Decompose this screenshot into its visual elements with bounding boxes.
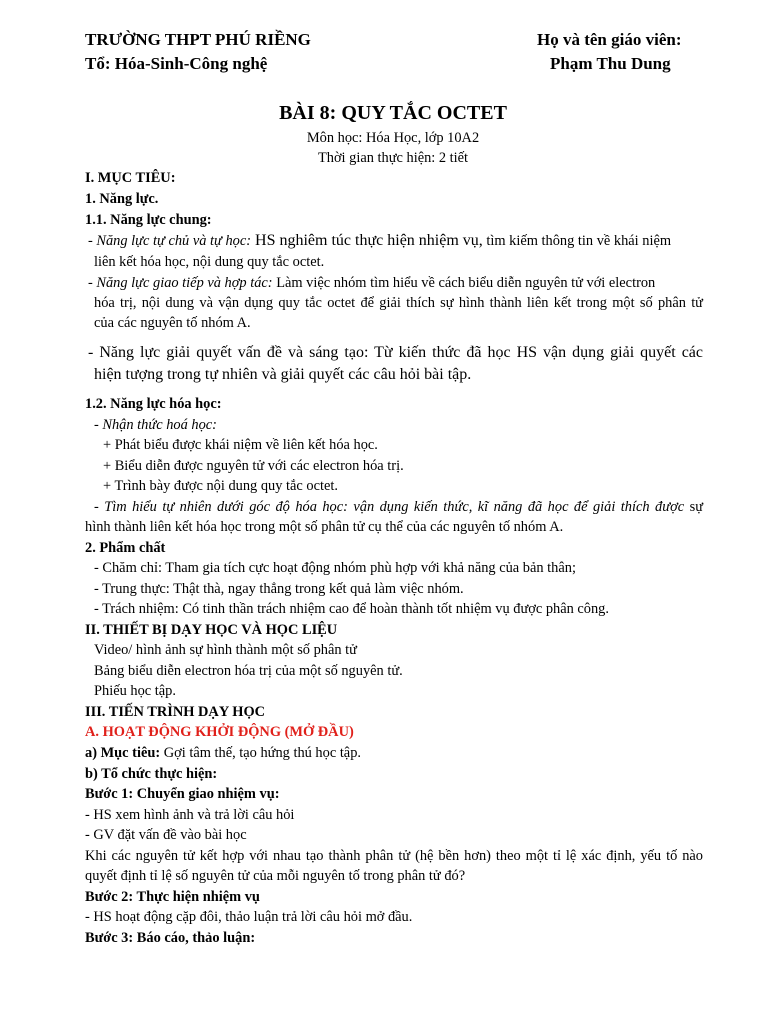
quality-diligence: - Chăm chỉ: Tham gia tích cực hoạt động nhóm phù hợp với khả năng của bản thân; — [94, 560, 576, 576]
activity-goal-text: Gợi tâm thế, tạo hứng thú học tập. — [160, 745, 361, 761]
opening-question-line2: quyết định tỉ lệ số nguyên tử của mỗi nguyên tố trong phân tử đó? — [85, 868, 466, 884]
section-2-heading: II. THIẾT BỊ DẠY HỌC VÀ HỌC LIỆU — [85, 622, 338, 638]
activity-a-heading: A. HOẠT ĐỘNG KHỞI ĐỘNG (MỞ ĐẦU) — [85, 724, 354, 740]
section-1-2-qualities-heading: 2. Phẩm chất — [85, 540, 166, 556]
lesson-title: BÀI 8: QUY TẮC OCTET — [279, 102, 507, 124]
quality-responsibility: - Trách nhiệm: Có tinh thần trách nhiệm cao để hoàn thành tốt nhiệm vụ được phân công. — [94, 601, 609, 617]
step-1-item-2: - GV đặt vấn đề vào bài học — [85, 827, 247, 843]
quality-honesty: - Trung thực: Thật thà, ngay thẳng trong kết quả làm việc nhóm. — [94, 581, 464, 597]
general-competence-2-line3: của các nguyên tố nhóm A. — [94, 315, 251, 331]
nature-exploration — [94, 497, 703, 517]
material-1: Video/ hình ảnh sự hình thành một số phân tử — [94, 642, 357, 658]
step-1-heading: Bước 1: Chuyển giao nhiệm vụ: — [85, 786, 280, 802]
gc2-label: - Năng lực giao tiếp và hợp tác: — [88, 275, 273, 291]
activity-goal — [85, 743, 705, 763]
step-3-heading: Bước 3: Báo cáo, thảo luận: — [85, 930, 256, 946]
nature-exploration-label: - Tìm hiểu tự nhiên dưới góc độ hóa học: vận dụng kiến thức, kĩ năng đã học để giải thích được — [94, 499, 685, 515]
general-competence-3-line1: - Năng lực giải quyết vấn đề và sáng tạo: Từ kiến thức đã học HS vận dụng giải quyết các — [88, 344, 703, 361]
section-1-2-heading: 1.2. Năng lực hóa học: — [85, 396, 222, 412]
chemistry-awareness-item-1: + Phát biểu được khái niệm về liên kết hóa học. — [103, 437, 378, 453]
general-competence-3-line2: hiện tượng trong tự nhiên và giải quyết các câu hỏi bài tập. — [94, 366, 472, 383]
general-competence-2 — [88, 273, 703, 293]
opening-question-line1: Khi các nguyên tử kết hợp với nhau tạo thành phân tử (hệ bền hơn) theo một tỉ lệ xác định, yếu tố nào — [85, 848, 703, 864]
gc1-label: - Năng lực tự chủ và tự học: — [88, 233, 252, 249]
step-2-item-1: - HS hoạt động cặp đôi, thảo luận trả lời câu hỏi mở đầu. — [85, 909, 413, 925]
teacher-label: Họ và tên giáo viên: — [537, 30, 682, 49]
lesson-duration: Thời gian thực hiện: 2 tiết — [317, 150, 469, 166]
material-3: Phiếu học tập. — [94, 683, 176, 699]
general-competence-1-line2: liên kết hóa học, nội dung quy tắc octet. — [94, 254, 325, 270]
section-1-heading: I. MỤC TIÊU: — [85, 170, 176, 186]
section-1-1-1-heading: 1.1. Năng lực chung: — [85, 212, 212, 228]
department-name: Tổ: Hóa-Sinh-Công nghệ — [85, 54, 268, 73]
nature-exploration-line2: hình thành liên kết hóa học trong một số phân tử cụ thể của các nguyên tố nhóm A. — [85, 519, 564, 535]
gc2-rest: Làm việc nhóm tìm hiểu về cách biểu diễn nguyên tử với electron — [272, 275, 656, 291]
teacher-name: Phạm Thu Dung — [550, 54, 671, 73]
lesson-subject: Môn học: Hóa Học, lớp 10A2 — [306, 130, 480, 146]
activity-goal-label: a) Mục tiêu: — [85, 745, 161, 761]
step-1-item-1: - HS xem hình ảnh và trả lời câu hỏi — [85, 807, 295, 823]
gc1-emphasis: HS nghiêm túc thực hiện nhiệm vụ, — [251, 232, 483, 249]
general-competence-1 — [88, 231, 708, 251]
chemistry-awareness-item-2: + Biểu diễn được nguyên tử với các electron hóa trị. — [103, 458, 404, 474]
general-competence-2-line2: hóa trị, nội dung và vận dụng quy tắc octet để giải thích sự hình thành liên kết trong một số phân tử — [94, 295, 703, 311]
section-1-1-heading: 1. Năng lực. — [85, 191, 159, 207]
material-2: Bảng biểu diễn electron hóa trị của một số nguyên tử. — [94, 663, 403, 679]
gc1-rest: tìm kiếm thông tin về khái niệm — [482, 233, 672, 249]
step-2-heading: Bước 2: Thực hiện nhiệm vụ — [85, 889, 260, 905]
school-name: TRƯỜNG THPT PHÚ RIỀNG — [85, 30, 311, 49]
chemistry-awareness-item-3: + Trình bày được nội dung quy tắc octet. — [103, 478, 338, 494]
chemistry-awareness-label: - Nhận thức hoá học: — [94, 417, 217, 433]
section-3-heading: III. TIẾN TRÌNH DẠY HỌC — [85, 704, 266, 720]
activity-organization-label: b) Tổ chức thực hiện: — [85, 766, 218, 782]
nature-exploration-rest: sự — [684, 499, 703, 515]
